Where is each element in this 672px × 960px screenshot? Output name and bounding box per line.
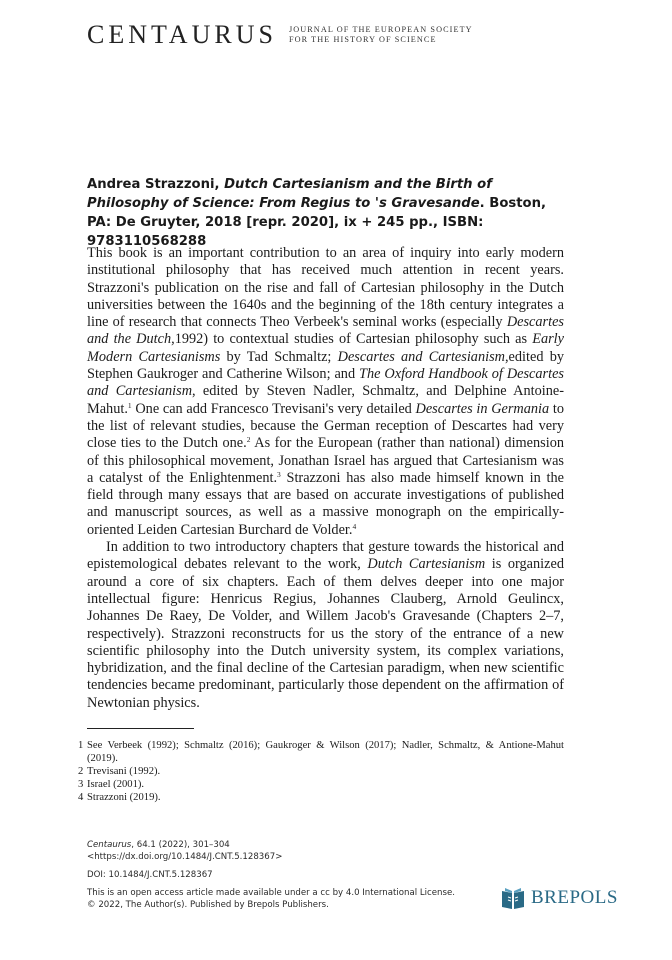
license-text: This is an open access article made available under a cc by 4.0 International License. — [87, 888, 455, 898]
footnote — [78, 778, 564, 791]
journal-header — [87, 20, 473, 50]
journal-subtitle-line1: JOURNAL OF THE EUROPEAN SOCIETY — [288, 25, 473, 34]
footnote-text: Israel (2001). — [87, 779, 145, 790]
citation-journal: Centaurus — [87, 840, 132, 850]
italic-title: Dutch Cartesianism — [367, 556, 486, 573]
text-run: This book is an important contribution to an area of inquiry into early modern institutional philosophy that has received much attention in recent years. Strazzoni's publication on the rise and fall of Cartesian philosophy in the Dutch universities between the 1640s and the beginning of the 18th century integrates a line of research that connects Theo Verbeek's seminal works (especially — [87, 245, 564, 331]
journal-subtitle — [289, 25, 473, 45]
italic-title: Descartes and Cartesianism — [337, 348, 505, 365]
citation-details: , 64.1 (2022), 301–304 — [131, 840, 230, 850]
footnote-ref[interactable]: 3 — [277, 469, 281, 479]
journal-name: CENTAURUS — [87, 20, 277, 49]
text-run: by Tad Schmaltz; — [220, 348, 338, 365]
footnote-number: 3 — [78, 779, 84, 790]
doi-text: DOI: 10.1484/J.CNT.5.128367 — [87, 870, 213, 880]
brepols-book-icon — [500, 885, 526, 911]
footnote-ref[interactable]: 2 — [246, 435, 251, 445]
publisher-name: BREPOLS — [531, 887, 618, 908]
footnote — [78, 765, 564, 778]
footnote-number: 1 — [78, 740, 84, 751]
footnote-text: Strazzoni (2019). — [87, 792, 161, 803]
italic-title: Descartes and the Dutch — [87, 314, 564, 348]
footnotes — [78, 739, 564, 804]
text-run: Strazzoni has also made himself known in the field through many essays that are based on accurate investigations of published and manuscript sources, as well as a massive monograph on the empirically-oriented Leiden Cartesian Burchard de Volder. — [87, 469, 564, 538]
italic-title: Descartes in Germania — [415, 400, 550, 417]
footnote-number: 4 — [78, 792, 84, 803]
footnote — [78, 791, 564, 804]
footnote-text: See Verbeek (1992); Schmaltz (2016); Gaukroger & Wilson (2017); Nadler, Schmaltz, & Antione-Mahut (2019). — [87, 740, 564, 764]
paragraph-2 — [87, 539, 564, 712]
text-run: ,edited by Stephen Gaukroger and Catherine Wilson; and — [87, 348, 564, 383]
italic-title: The Oxford Handbook of Descartes and Cartesianism — [87, 366, 564, 400]
text-run: to the list of relevant studies, because the German reception of Descartes had very close ties to the Dutch one. — [87, 400, 565, 452]
text-run: One can add Francesco Trevisani's very detailed — [131, 400, 416, 417]
review-publication: . Boston, PA: De Gruyter, 2018 [repr. 2020], ix + 245 pp., ISBN: 9783110568288 — [87, 196, 546, 249]
footnote-divider — [87, 728, 194, 729]
review-book-title: Dutch Cartesianism and the Birth of Philosophy of Science: From Regius to 's Gravesande — [87, 177, 492, 211]
footnote-text: Trevisani (1992). — [87, 766, 161, 777]
text-run: , edited by Steven Nadler, Schmaltz, and Delphine Antoine-Mahut. — [87, 383, 564, 417]
footnote-ref[interactable]: 4 — [352, 521, 357, 531]
text-run: is organized around a core of six chapters. Each of them delves deeper into one major intellectual figure: Henricus Regius, Johannes Clauberg, Arnold Geulincx, Johannes De Raey, De Volder, and Willem Jacob's Gravesande (Chapters 2–7, respectively). Strazzoni reconstructs for us the story of the entrance of a new scientific philosophy into the Dutch university system, its complex variations, hybridization, and the final decline of the Cartesian paradigm, when new scientific tendencies became predominant, particularly those dependent on the affirmation of Newtonian physics. — [87, 556, 564, 711]
article-footer — [87, 839, 487, 911]
text-run: ,1992) to contextual studies of Cartesian philosophy such as — [171, 331, 533, 348]
italic-title: Early Modern Cartesianisms — [87, 331, 564, 365]
footnote-number: 2 — [78, 766, 84, 777]
footnote — [78, 739, 564, 765]
citation-line — [87, 839, 487, 851]
journal-subtitle-line2: FOR THE HISTORY OF SCIENCE — [288, 35, 437, 44]
doi-link[interactable]: <https://dx.doi.org/10.1484/J.CNT.5.128367> — [87, 852, 283, 862]
text-run: In addition to two introductory chapters that gesture towards the historical and epistemological debates relevant to the work, — [87, 539, 564, 573]
text-run: As for the European (rather than national) dimension of this philosophical movement, Jonathan Israel has argued that Cartesianism was a catalyst of the Enlightenment. — [87, 435, 565, 486]
paragraph-1 — [87, 245, 564, 539]
review-heading — [87, 175, 557, 251]
review-author: Andrea Strazzoni, — [87, 177, 225, 192]
publisher-logo — [500, 885, 618, 911]
footnote-ref[interactable]: 1 — [127, 400, 132, 410]
copyright-text: © 2022, The Author(s). Published by Brepols Publishers. — [87, 900, 329, 910]
review-body — [87, 245, 564, 712]
